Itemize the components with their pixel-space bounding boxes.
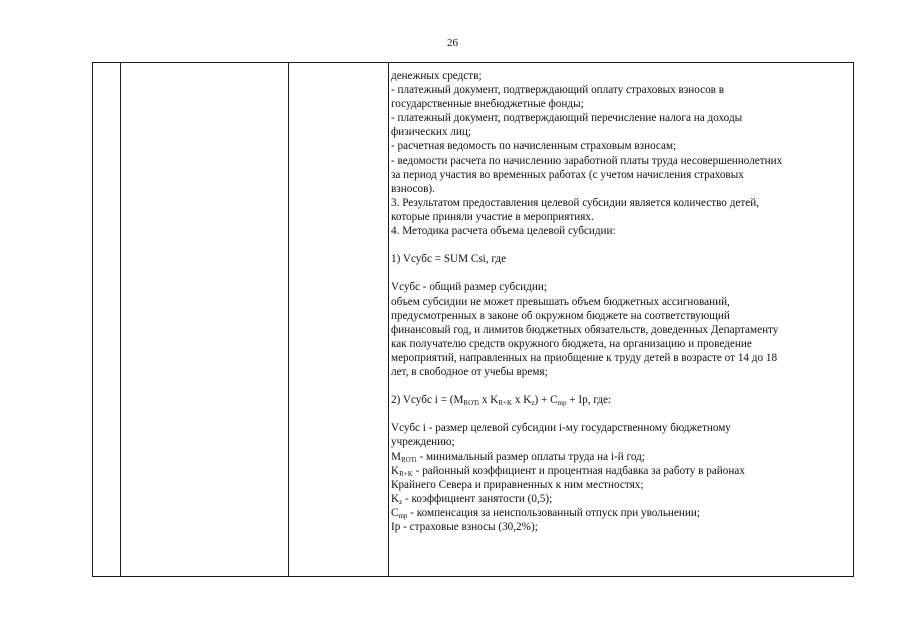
text-line: Vсубс i - размер целевой субсидии i-му государственному бюджетному <box>391 422 731 435</box>
formula-subscript: z <box>531 399 535 408</box>
text-line: Крайнего Севера и приравненных к ним местностях; <box>391 478 644 491</box>
formula-part: x K <box>512 394 532 407</box>
text-line: взносов). <box>391 182 435 195</box>
symbol-subscript: z <box>399 497 403 506</box>
text-line: - расчетная ведомость по начисленным страховым взносам; <box>391 140 677 153</box>
text-line: - платежный документ, подтверждающий оплату страховых взносов в <box>391 84 725 97</box>
symbol: C <box>391 506 399 519</box>
text-line: 3. Результатом предоставления целевой субсидии является количество детей, <box>391 196 759 209</box>
symbol-subscript: R+K <box>399 469 413 478</box>
formula-1: 1) Vсубс = SUM Csi, где <box>391 253 507 266</box>
formula-part: + Ip, где: <box>566 394 612 407</box>
text-line: - платежный документ, подтверждающий перечисление налога на доходы <box>391 112 743 125</box>
text-line: денежных средств; <box>391 70 482 82</box>
formula-subscript: R+K <box>498 399 513 408</box>
definition-text: - минимальный размер оплаты труда на i-й год; <box>416 450 645 463</box>
blank-line <box>391 407 853 421</box>
text-line: государственные внебюджетные фонды; <box>391 98 584 111</box>
symbol: K <box>391 464 400 477</box>
column-divider <box>120 63 121 576</box>
text-line: предусмотренных в законе об окружном бюджете на соответствующий <box>391 309 730 322</box>
text-line: физических лиц; <box>391 126 471 139</box>
symbol-subscript: ROTi <box>400 455 417 464</box>
text-line: 4. Методика расчета объема целевой субсидии: <box>391 225 616 238</box>
text-line: как получателю средств окружного бюджета, на организацию и проведение <box>391 337 752 350</box>
text-line: учреждению; <box>391 436 455 449</box>
blank-line <box>391 238 853 252</box>
blank-line <box>391 266 853 280</box>
column-divider <box>288 63 289 576</box>
definition-text: - коэффициент занятости (0,5); <box>402 492 553 505</box>
text-line: объем субсидии не может превышать объем бюджетных ассигнований, <box>391 295 730 308</box>
definition-text: - районный коэффициент и процентная надбавка за работу в районах <box>412 464 745 477</box>
formula-part: x K <box>479 394 499 407</box>
definition-text: - компенсация за неиспользованный отпуск при увольнении; <box>407 506 700 519</box>
definition-mrot <box>391 450 853 464</box>
column-divider <box>388 63 389 576</box>
blank-line <box>391 379 853 393</box>
page-number: 26 <box>447 37 458 49</box>
definition-ip: Ip - страховые взносы (30,2%); <box>391 521 538 533</box>
symbol: M <box>391 450 401 463</box>
text-line: - ведомости расчета по начислению заработной платы труда несовершеннолетних <box>391 154 783 167</box>
formula-2 <box>391 393 853 407</box>
formula-subscript: ROTi <box>463 399 480 408</box>
definition-mp <box>391 506 853 520</box>
formula-subscript: mp <box>557 399 567 408</box>
symbol: K <box>391 492 400 505</box>
definition-z <box>391 492 853 506</box>
formula-part: 2) Vсубс i = (M <box>391 394 464 407</box>
formula-part: ) + C <box>534 394 558 407</box>
text-line: которые приняли участие в мероприятиях. <box>391 210 594 223</box>
document-table <box>92 62 854 577</box>
text-line: лет, в свободное от учебы время; <box>391 365 548 378</box>
text-line: Vсубс - общий размер субсидии; <box>391 281 547 294</box>
table-cell-text <box>391 69 853 534</box>
symbol-subscript: mp <box>398 511 408 520</box>
text-line: финансовый год, и лимитов бюджетных обязательств, доведенных Департаменту <box>391 323 779 336</box>
text-line: за период участия во временных работах (с учетом начисления страховых <box>391 168 744 181</box>
text-line: мероприятий, направленных на приобщение к труду детей в возрасте от 14 до 18 <box>391 351 778 364</box>
definition-rk <box>391 464 853 478</box>
